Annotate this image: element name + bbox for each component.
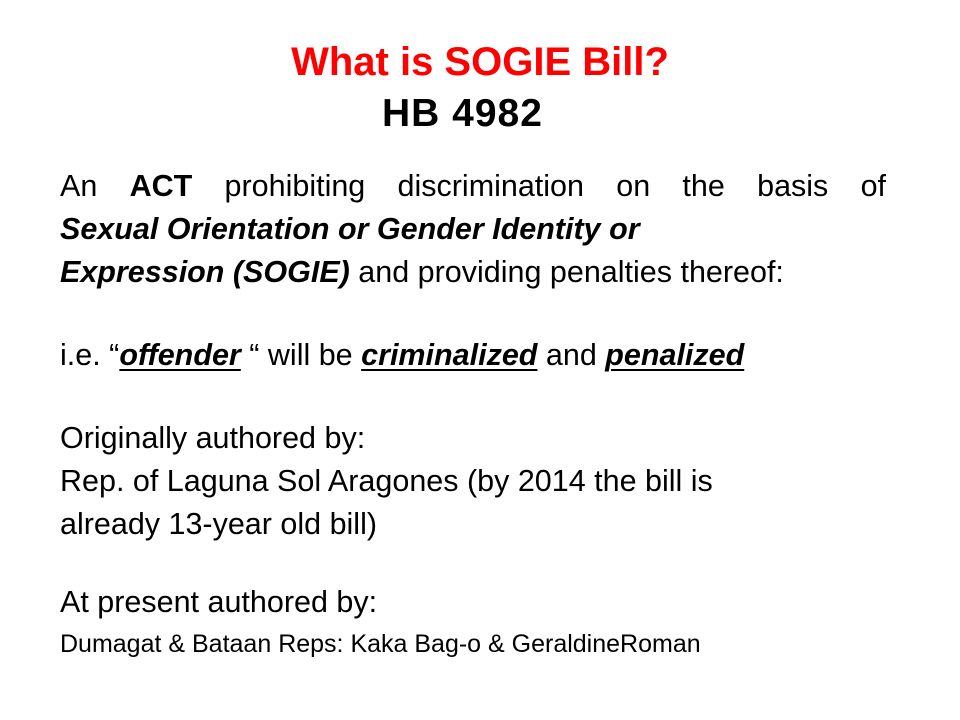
consequence-mid-1: “ will be xyxy=(240,338,362,372)
definition-line-3 xyxy=(60,251,920,294)
consequence-paragraph xyxy=(60,334,920,377)
original-authors-line-2: already 13-year old bill) xyxy=(60,507,378,541)
original-authors-paragraph xyxy=(60,417,920,546)
definition-penalties: and providing penalties thereof: xyxy=(349,255,784,289)
definition-rest: prohibiting discrimination on the basis of xyxy=(192,169,887,203)
present-authors-paragraph xyxy=(60,581,920,664)
original-authors-heading: Originally authored by: xyxy=(60,421,366,455)
criminalized-term: criminalized xyxy=(361,338,538,372)
definition-line-2 xyxy=(60,208,920,251)
slide-title: What is SOGIE Bill? xyxy=(291,40,669,84)
definition-line-1 xyxy=(60,165,886,208)
bill-number: HB 4982 xyxy=(382,92,543,135)
definition-paragraph xyxy=(60,165,920,294)
penalized-term: penalized xyxy=(605,338,745,372)
present-authors-heading: At present authored by: xyxy=(60,585,378,619)
offender-term: offender xyxy=(119,338,241,372)
act-keyword: ACT xyxy=(129,169,193,203)
sogie-phrase-part2: Expression (SOGIE) xyxy=(60,255,350,289)
consequence-prefix: i.e. “ xyxy=(60,338,120,372)
definition-prefix: An xyxy=(60,169,130,203)
consequence-line xyxy=(60,334,920,377)
original-authors-line-1: Rep. of Laguna Sol Aragones (by 2014 the bill is xyxy=(60,464,713,498)
sogie-phrase-part1: Sexual Orientation or Gender Identity or xyxy=(60,212,640,246)
present-authors-line: Dumagat & Bataan Reps: Kaka Bag-o & GeraldineRoman xyxy=(60,630,701,658)
consequence-mid-2: and xyxy=(537,338,606,372)
